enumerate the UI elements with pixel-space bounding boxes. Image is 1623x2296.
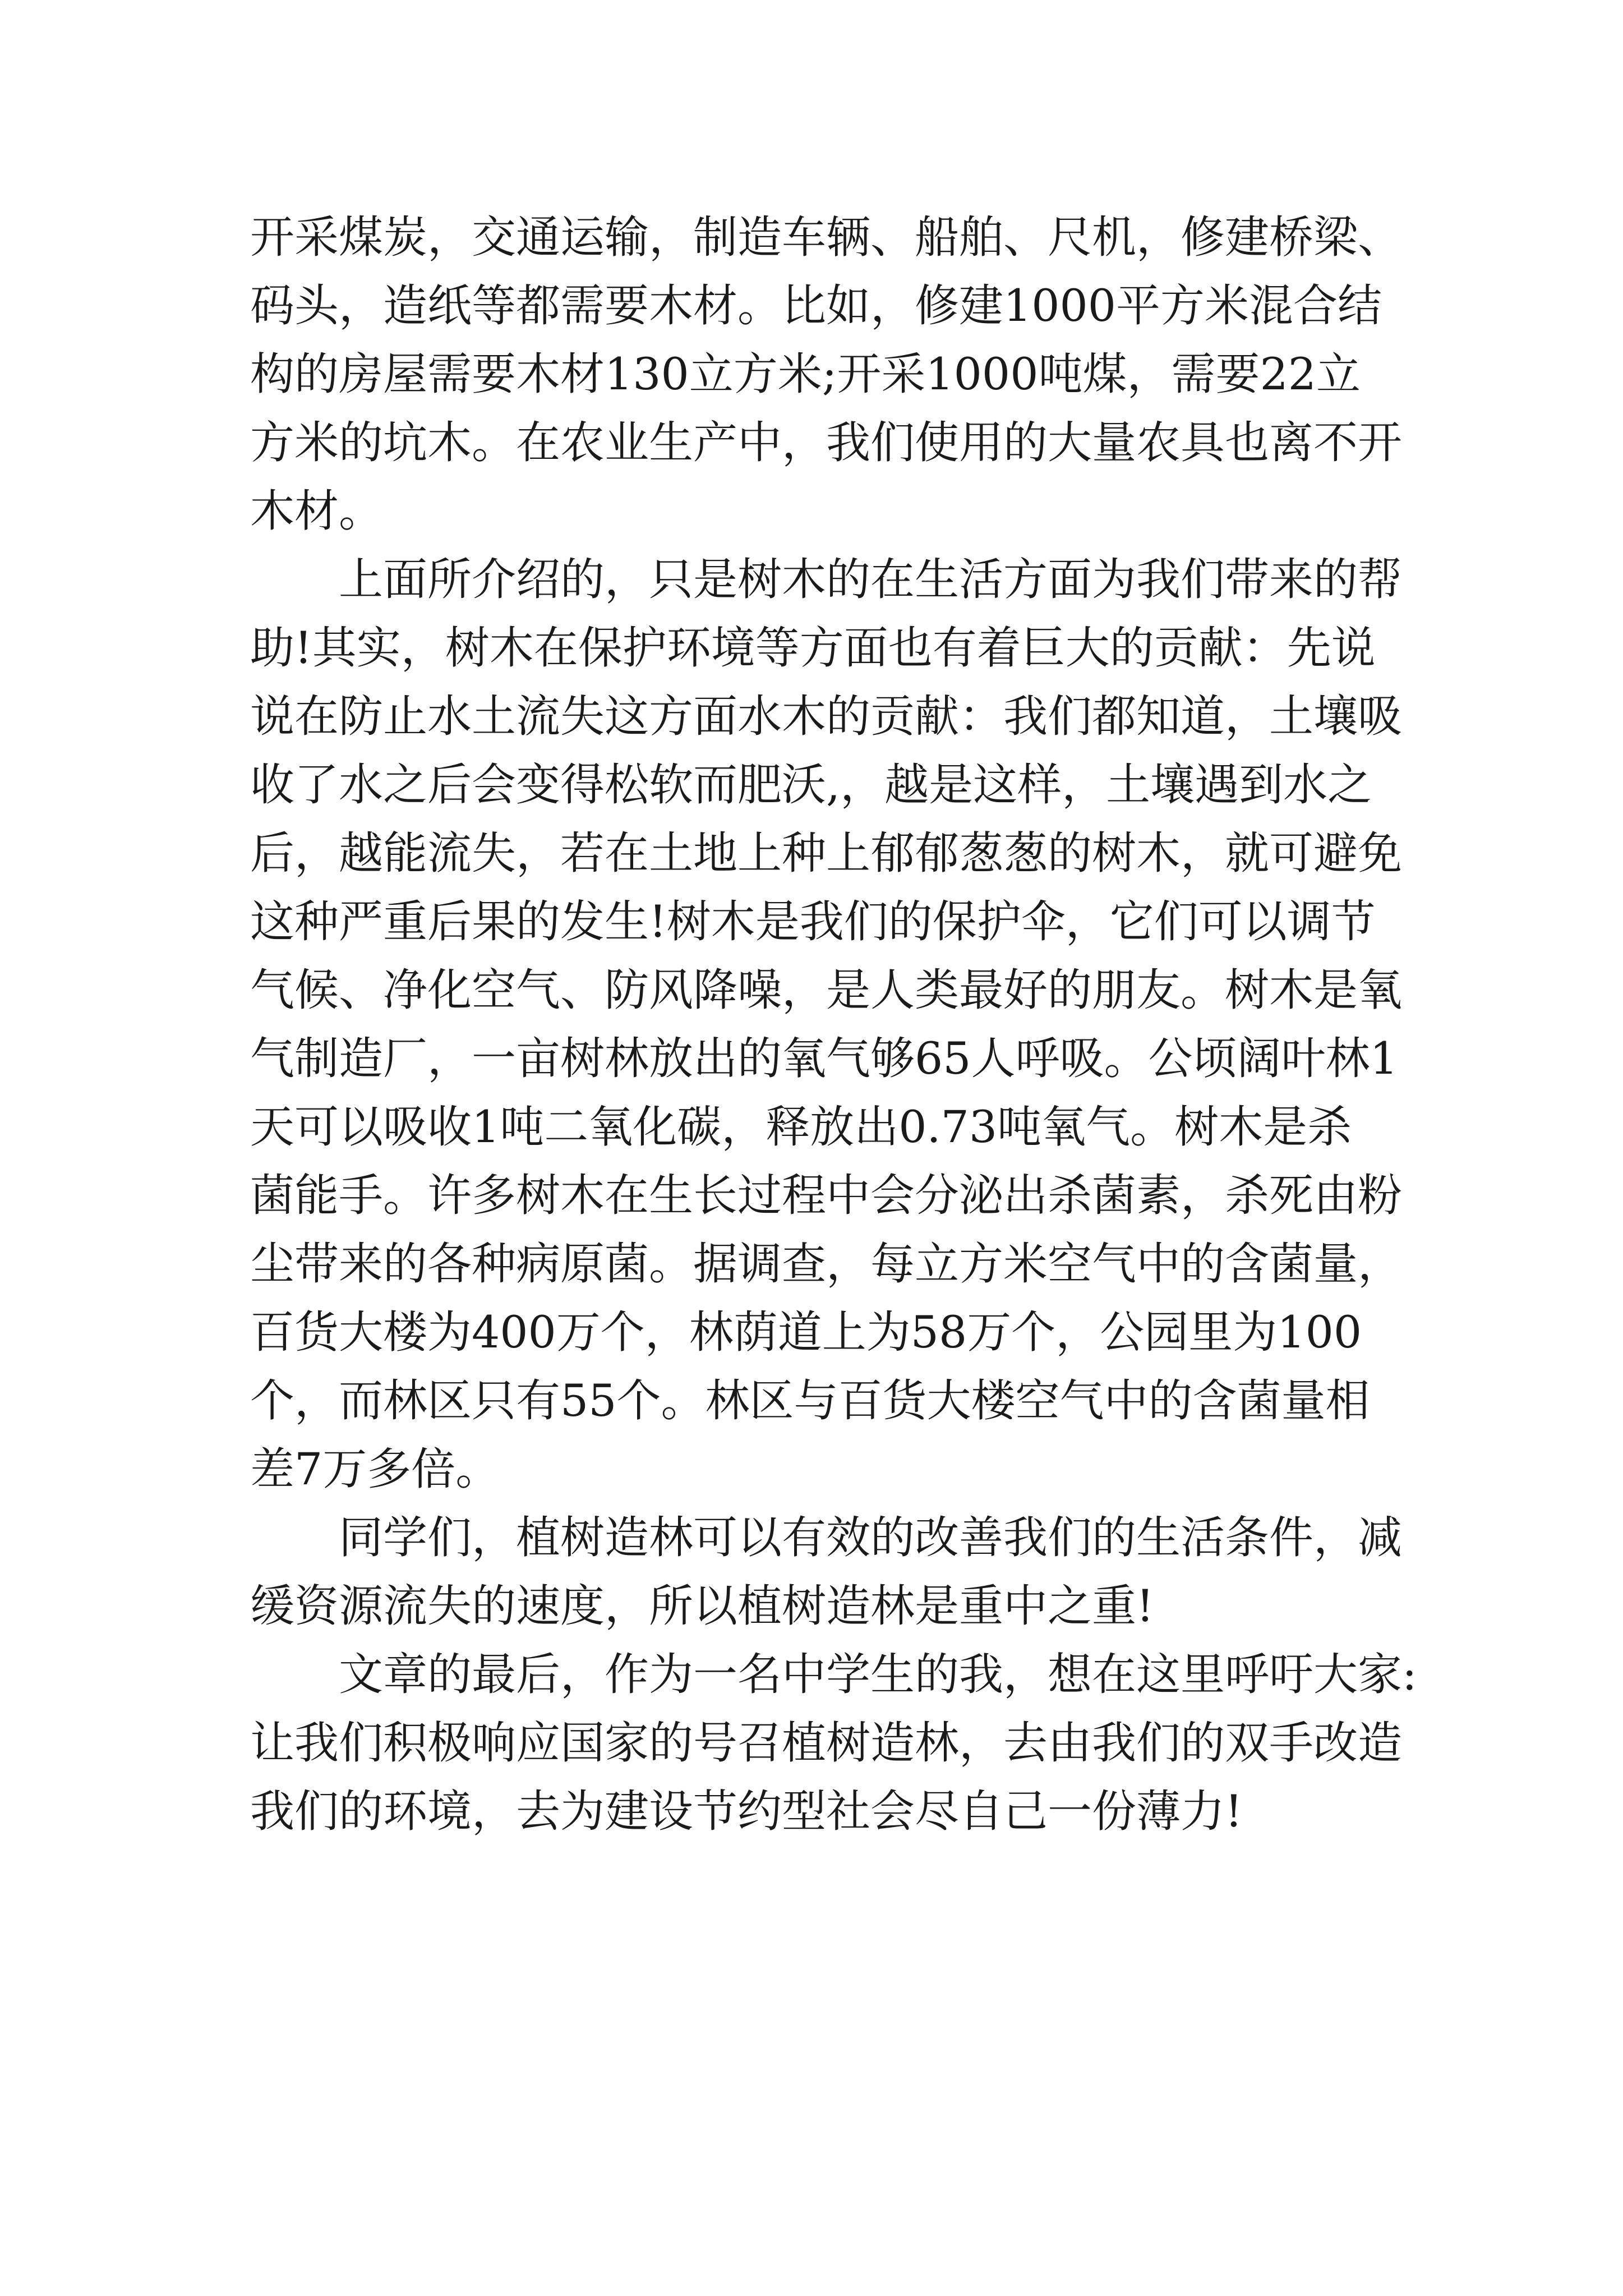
paragraph-2 bbox=[250, 545, 1402, 1503]
document-body bbox=[250, 203, 1417, 1846]
text-line: 方米的坑木。在农业生产中，我们使用的大量农具也离不开 bbox=[250, 417, 1402, 468]
text-line: 气候、净化空气、防风降噪，是人类最好的朋友。树木是氧 bbox=[250, 964, 1402, 1016]
text-line: 这种严重后果的发生!树木是我们的保护伞，它们可以调节 bbox=[250, 896, 1376, 947]
text-line: 后，越能流失，若在土地上种上郁郁葱葱的树木，就可避免 bbox=[250, 827, 1402, 879]
text-line: 气制造厂，一亩树林放出的氧气够65人呼吸。公顷阔叶林1 bbox=[250, 1033, 1398, 1084]
text-line: 尘带来的各种病原菌。据调查，每立方米空气中的含菌量， bbox=[250, 1238, 1402, 1290]
paragraph-1 bbox=[250, 203, 1402, 545]
paragraph-3 bbox=[250, 1503, 1402, 1640]
text-line: 收了水之后会变得松软而肥沃,，越是这样，土壤遇到水之 bbox=[250, 759, 1372, 811]
text-line: 开采煤炭，交通运输，制造车辆、船舶、尺机，修建桥梁、 bbox=[250, 211, 1402, 263]
text-line: 说在防止水土流失这方面水木的贡献：我们都知道，土壤吸 bbox=[250, 691, 1402, 742]
text-line: 助!其实，树木在保护环境等方面也有着巨大的贡献：先说 bbox=[250, 622, 1376, 674]
text-line: 天可以吸收1吨二氧化碳，释放出0.73吨氧气。树木是杀 bbox=[250, 1101, 1352, 1153]
text-line: 构的房屋需要木材130立方米;开采1000吨煤，需要22立 bbox=[250, 348, 1361, 400]
text-line: 差7万多倍。 bbox=[250, 1443, 500, 1495]
text-line: 个，而林区只有55个。林区与百货大楼空气中的含菌量相 bbox=[250, 1375, 1370, 1427]
paragraph-4 bbox=[250, 1640, 1417, 1846]
text-line: 我们的环境，去为建设节约型社会尽自己一份薄力! bbox=[250, 1786, 1243, 1837]
text-line: 菌能手。许多树木在生长过程中会分泌出杀菌素，杀死由粉 bbox=[250, 1170, 1402, 1221]
text-line: 百货大楼为400万个，林荫道上为58万个，公园里为100 bbox=[250, 1306, 1362, 1358]
text-line: 让我们积极响应国家的号召植树造林，去由我们的双手改造 bbox=[250, 1717, 1402, 1769]
text-line: 码头，造纸等都需要木材。比如，修建1000平方米混合结 bbox=[250, 280, 1382, 332]
text-line: 上面所介绍的，只是树木的在生活方面为我们带来的帮 bbox=[339, 554, 1402, 605]
text-line: 缓资源流失的速度，所以植树造林是重中之重! bbox=[250, 1580, 1154, 1632]
text-line: 同学们，植树造林可以有效的改善我们的生活条件，减 bbox=[339, 1512, 1402, 1563]
text-line: 木材。 bbox=[250, 485, 383, 537]
text-line: 文章的最后，作为一名中学生的我，想在这里呼吁大家: bbox=[339, 1649, 1417, 1700]
